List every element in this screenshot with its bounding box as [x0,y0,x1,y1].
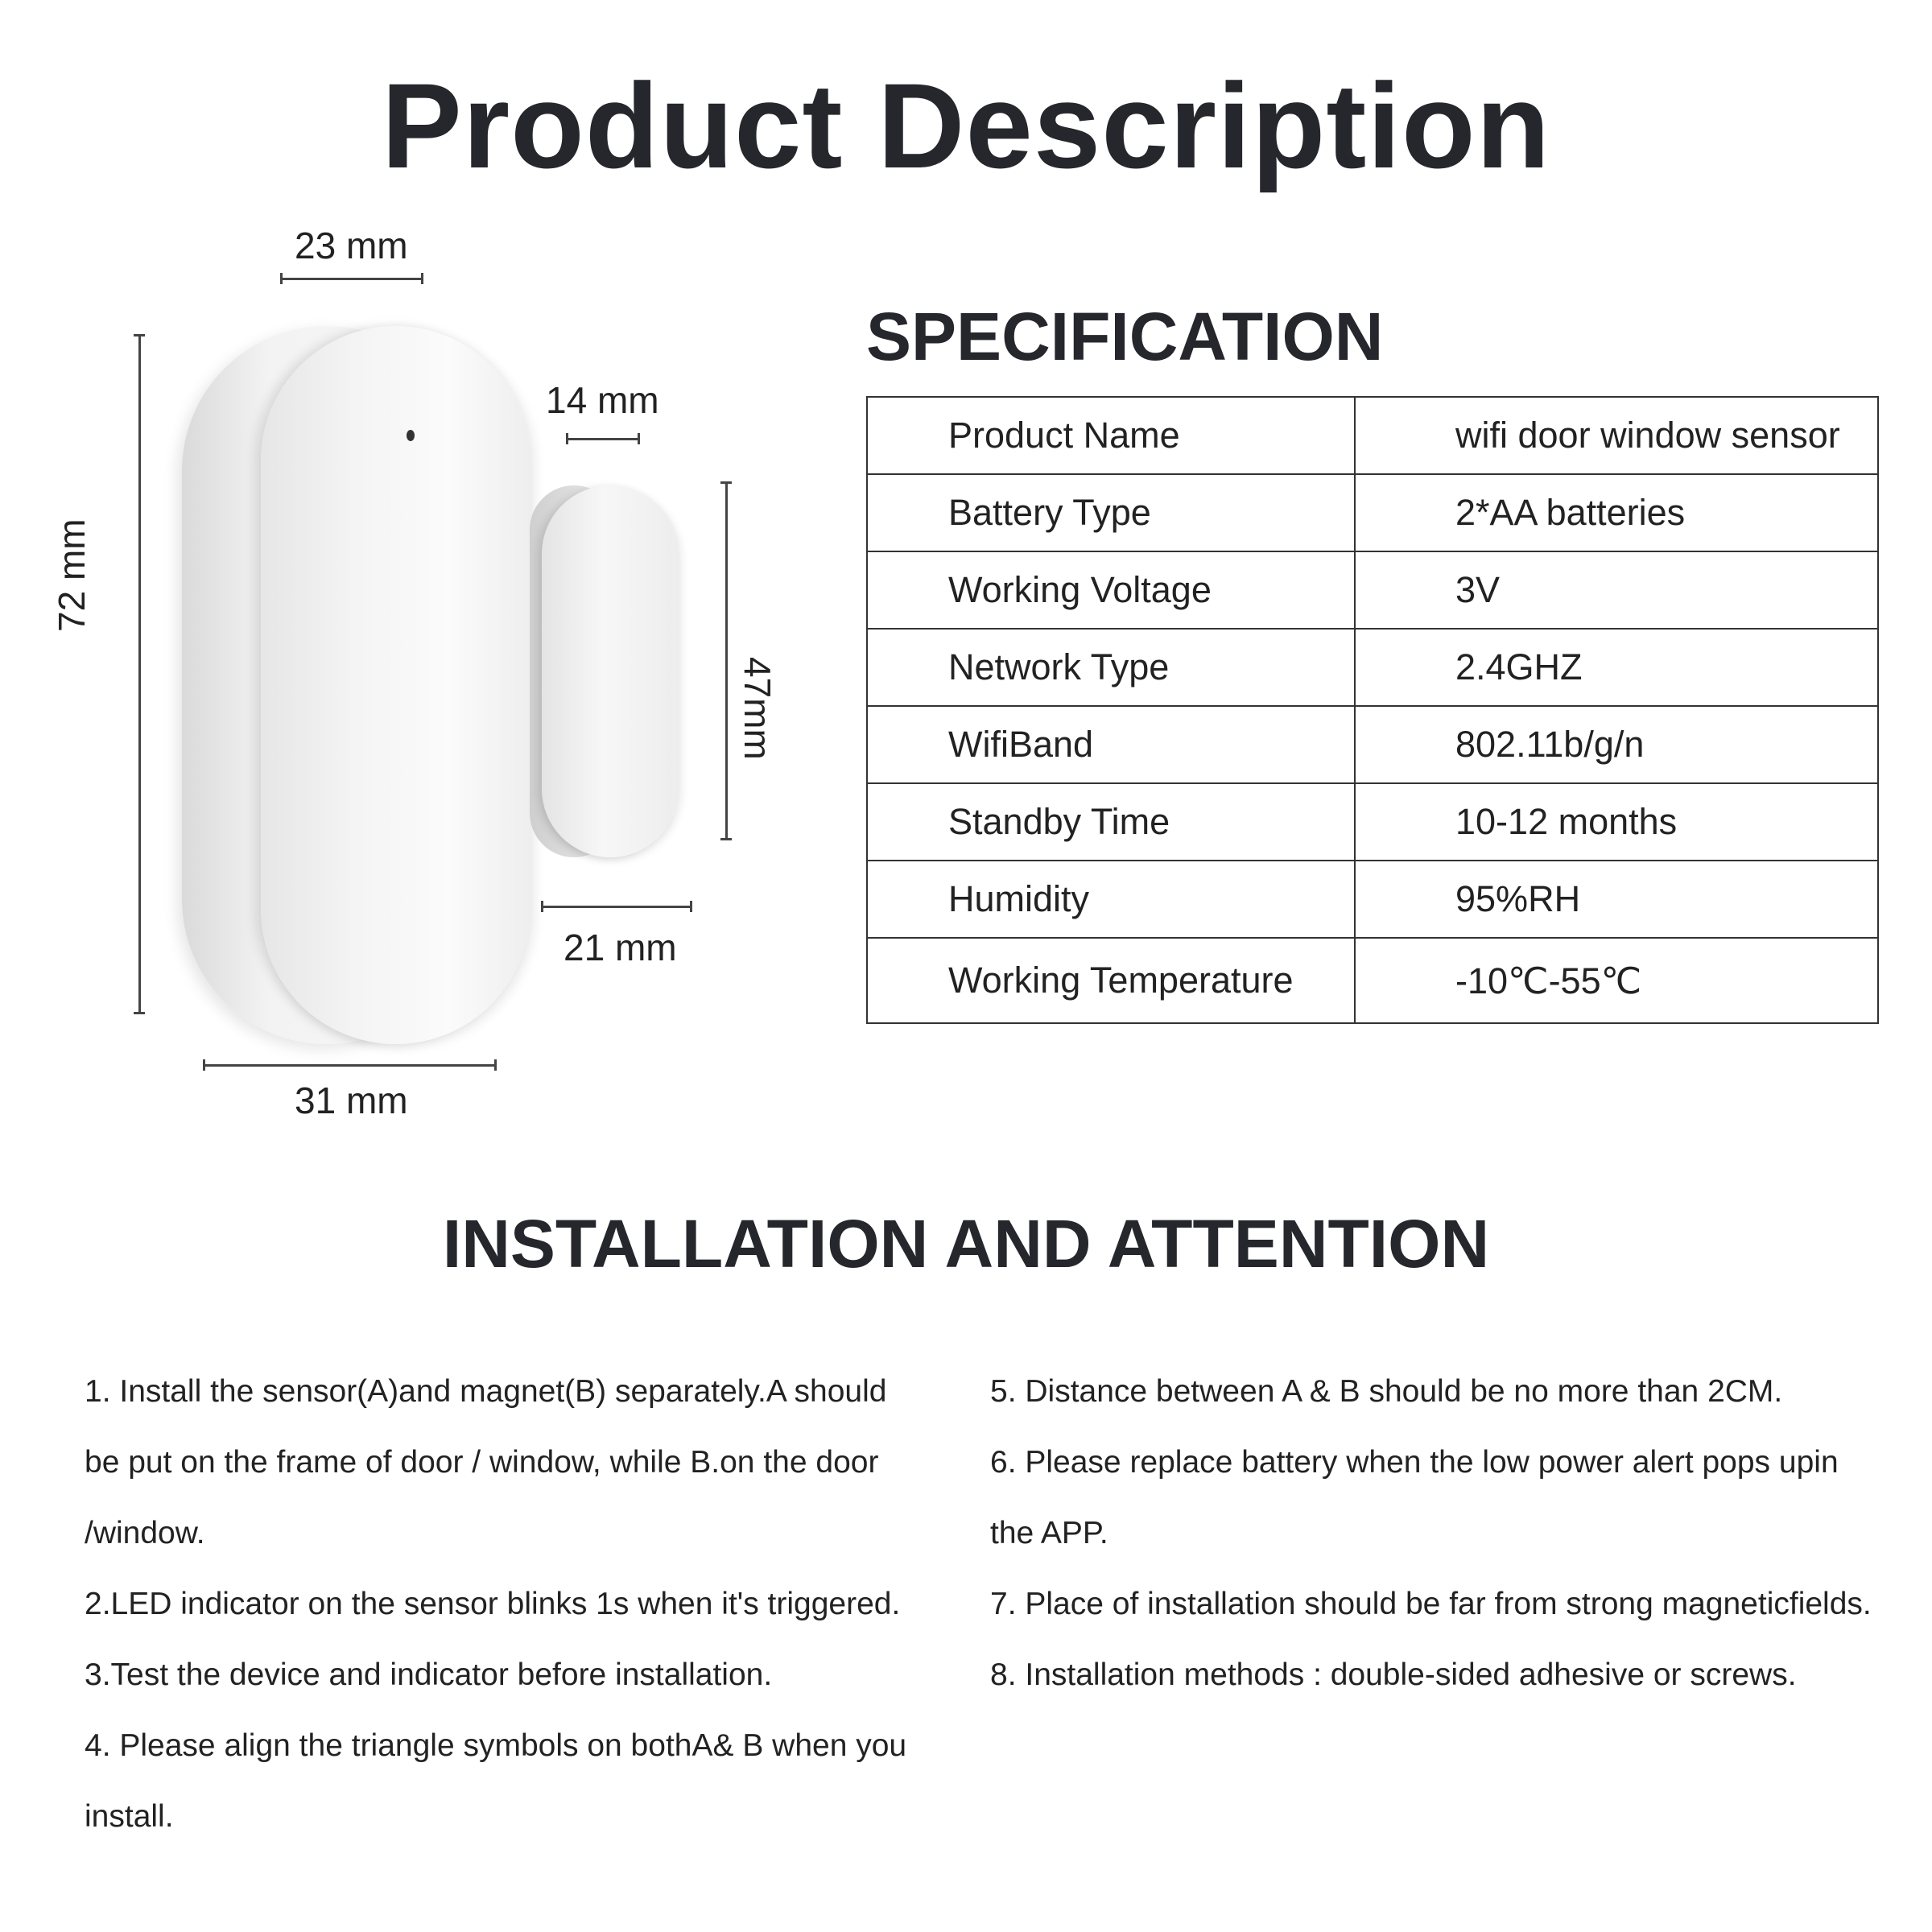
table-row [867,551,1878,629]
spec-label: WifiBand [867,706,1355,783]
dim-tick [720,838,732,840]
dim-top-width-label: 23 mm [295,225,408,266]
table-row [867,397,1878,474]
dim-tick [421,273,423,284]
specification-table [866,396,1879,1024]
table-row [867,706,1878,783]
dim-magnet-height-label: 47mm [737,657,778,760]
dim-bottom-width-line [203,1064,497,1067]
installation-notes-left [85,1356,954,1852]
spec-value: 2.4GHZ [1355,629,1878,706]
note-line: be put on the frame of door / window, while B.on the door [85,1445,879,1480]
note-line: 3.Test the device and indicator before installation. [85,1657,773,1692]
specification-title: SPECIFICATION [866,299,1384,374]
note-line: 1. Install the sensor(A)and magnet(B) separately.A should [85,1374,887,1409]
spec-label: Battery Type [867,474,1355,551]
dim-tick [203,1059,205,1071]
page-title: Product Description [381,58,1551,193]
dim-tick [690,901,692,912]
spec-label: Working Voltage [867,551,1355,629]
spec-label: Working Temperature [867,938,1355,1023]
dim-top-width-line [280,278,423,280]
dim-tick [494,1059,497,1071]
note-line: 7. Place of installation should be far from strong magneticfields. [990,1587,1872,1621]
dim-magnet-width-line [566,438,640,440]
sensor-body [261,326,530,1044]
table-row [867,629,1878,706]
installation-notes-right [990,1356,1908,1711]
dim-magnet-depth-label: 21 mm [564,927,677,968]
note-line: install. [85,1799,174,1834]
dim-tick [280,273,283,284]
spec-value: 802.11b/g/n [1355,706,1878,783]
dim-height-line [138,334,141,1014]
dim-height-label: 72 mm [51,518,93,632]
note-line: 4. Please align the triangle symbols on bothA& B when you [85,1728,907,1763]
note-line: 6. Please replace battery when the low power alert pops upin [990,1445,1839,1480]
spec-value: -10℃-55℃ [1355,938,1878,1023]
product-drawing [0,0,805,1143]
magnet-body [542,485,679,857]
note-line: /window. [85,1516,205,1550]
led-indicator-icon [407,430,415,441]
table-row [867,783,1878,861]
spec-value: 95%RH [1355,861,1878,938]
note-line: 2.LED indicator on the sensor blinks 1s when it's triggered. [85,1587,901,1621]
note-line: 8. Installation methods : double-sided adhesive or screws. [990,1657,1797,1692]
dim-magnet-width-label: 14 mm [546,379,659,421]
table-row [867,938,1878,1023]
spec-value: wifi door window sensor [1355,397,1878,474]
note-line: 5. Distance between A & B should be no more than 2CM. [990,1374,1783,1409]
spec-value: 3V [1355,551,1878,629]
note-line: the APP. [990,1516,1108,1550]
spec-label: Standby Time [867,783,1355,861]
spec-value: 10-12 months [1355,783,1878,861]
dim-tick [566,433,568,444]
spec-label: Network Type [867,629,1355,706]
dim-tick [638,433,640,444]
dim-tick [134,1012,145,1014]
dim-tick [720,481,732,484]
installation-title: INSTALLATION AND ATTENTION [442,1206,1490,1282]
dim-tick [541,901,543,912]
table-row [867,474,1878,551]
dim-tick [134,334,145,336]
table-row [867,861,1878,938]
spec-label: Humidity [867,861,1355,938]
dim-bottom-width-label: 31 mm [295,1080,408,1121]
spec-value: 2*AA batteries [1355,474,1878,551]
dim-magnet-depth-line [541,906,692,908]
dim-magnet-height-line [725,481,728,840]
spec-label: Product Name [867,397,1355,474]
